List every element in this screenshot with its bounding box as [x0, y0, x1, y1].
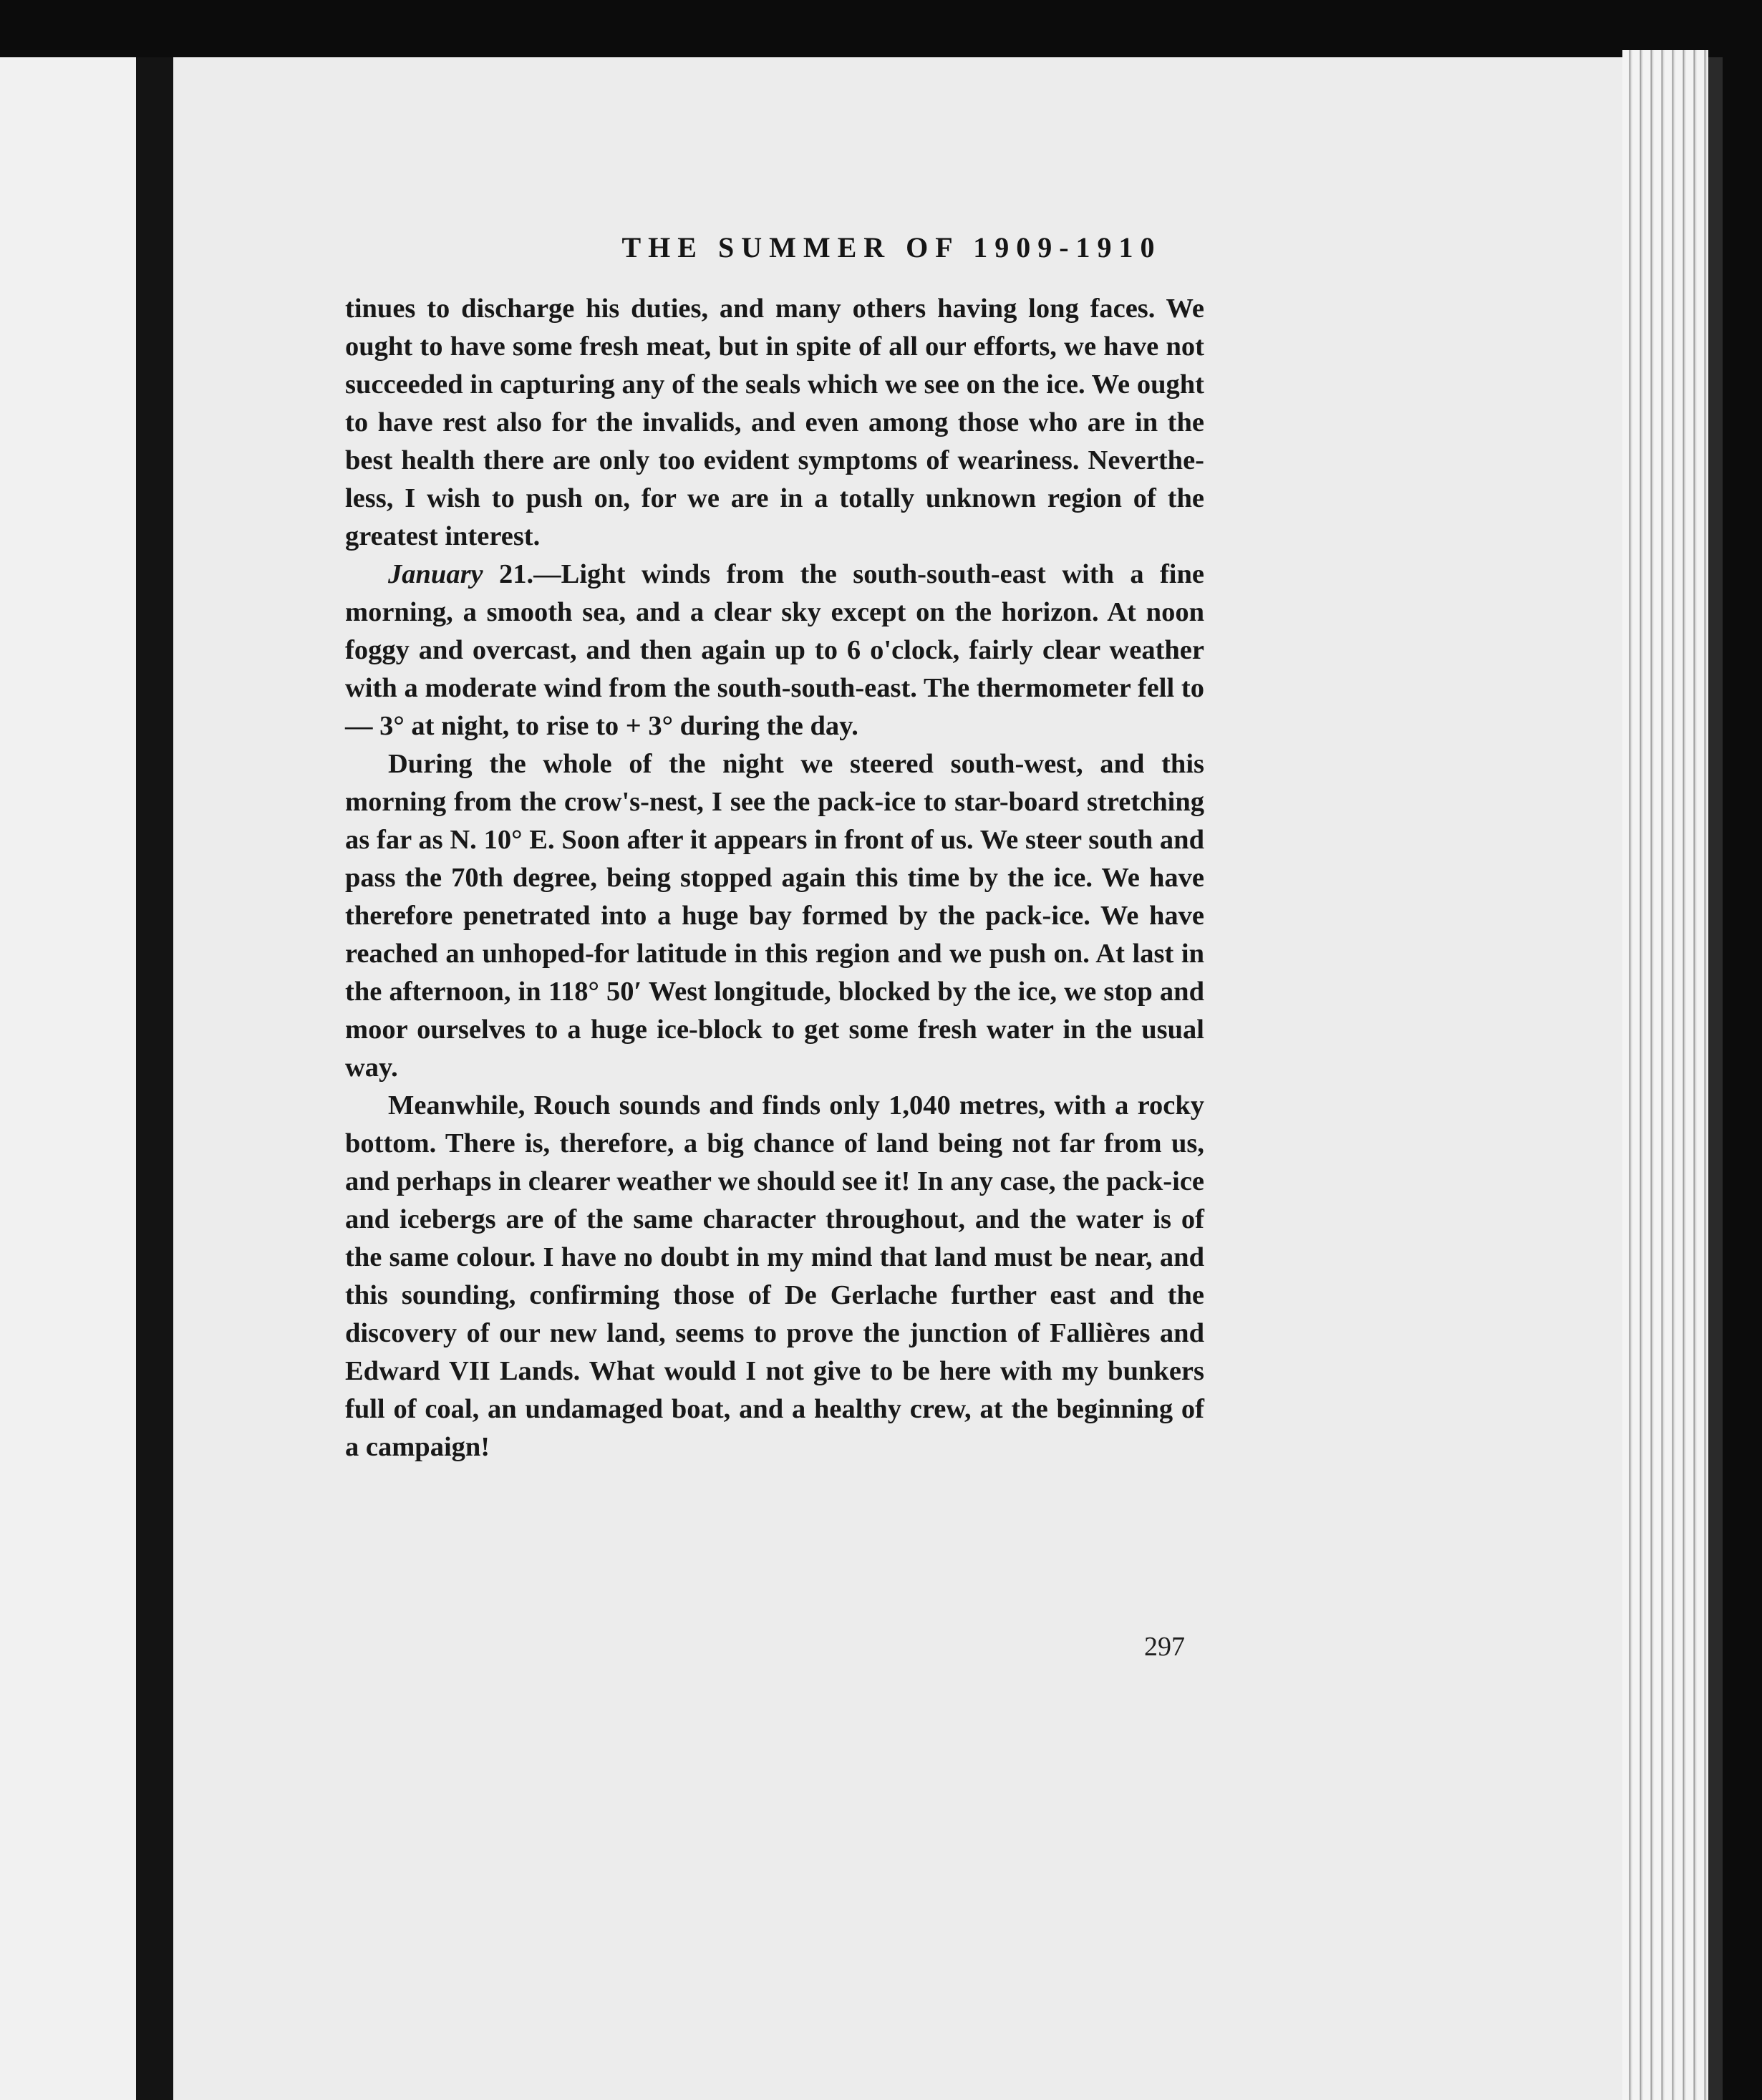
running-head-text: THE SUMMER OF 1909-1910 — [621, 231, 1162, 263]
entry-text: 21.—Light winds from the south-south-east with a fine morning, a smooth sea, and a clear sky except on the horizon. At noon foggy and overcast, and then again up to 6 o'clock, fairly clear weather with a moderate wind from the south-south-east. The thermometer fell to — 3° at night, to rise to + 3° during the day. — [345, 559, 1204, 741]
page-stack-edge — [1622, 50, 1708, 2100]
running-head — [0, 231, 1762, 264]
page-number: 297 — [1144, 1632, 1185, 1662]
book-gutter — [136, 57, 173, 2100]
page-stack-shadow — [1708, 57, 1723, 2100]
body-text — [345, 290, 1204, 1466]
paragraph-continuation: tinues to discharge his duties, and many others having long faces. We ought to have some fresh meat, but in spite of all our efforts, we have not succeeded in capturing any of the seals which we see on the ice. We ought to have rest also for the invalids, and even among those who are in the best health there are only too evident symptoms of weariness. Neverthe-less, I wish to push on, for we are in a totally unknown region of the greatest interest. — [345, 294, 1204, 551]
paragraph-night-course: During the whole of the night we steered south-west, and this morning from the crow's-nest, I see the pack-ice to star-board stretching as far as N. 10° E. Soon after it appears in front of us. We steer south and pass the 70th degree, being stopped again this time by the ice. We have therefore penetrated into a huge bay formed by the pack-ice. We have reached an unhoped-for latitude in this region and we push on. At last in the afternoon, in 118° 50′ West longitude, blocked by the ice, we stop and moor ourselves to a huge ice-block to get some fresh water in the usual way. — [345, 749, 1204, 1083]
paragraph-sounding: Meanwhile, Rouch sounds and finds only 1,040 metres, with a rocky bottom. There is, therefore, a big chance of land being not far from us, and perhaps in clearer weather we should see it! In any case, the pack-ice and icebergs are of the same character throughout, and the water is of the same colour. I have no doubt in my mind that land must be near, and this sounding, confirming those of De Gerlache further east and the discovery of our new land, seems to prove the junction of Fallières and Edward VII Lands. What would I not give to be here with my bunkers full of coal, an undamaged boat, and a healthy crew, at the beginning of a campaign! — [345, 1090, 1204, 1462]
entry-date: January — [388, 559, 483, 589]
left-page-edge — [0, 57, 136, 2100]
paragraph-diary-entry — [345, 556, 1204, 745]
